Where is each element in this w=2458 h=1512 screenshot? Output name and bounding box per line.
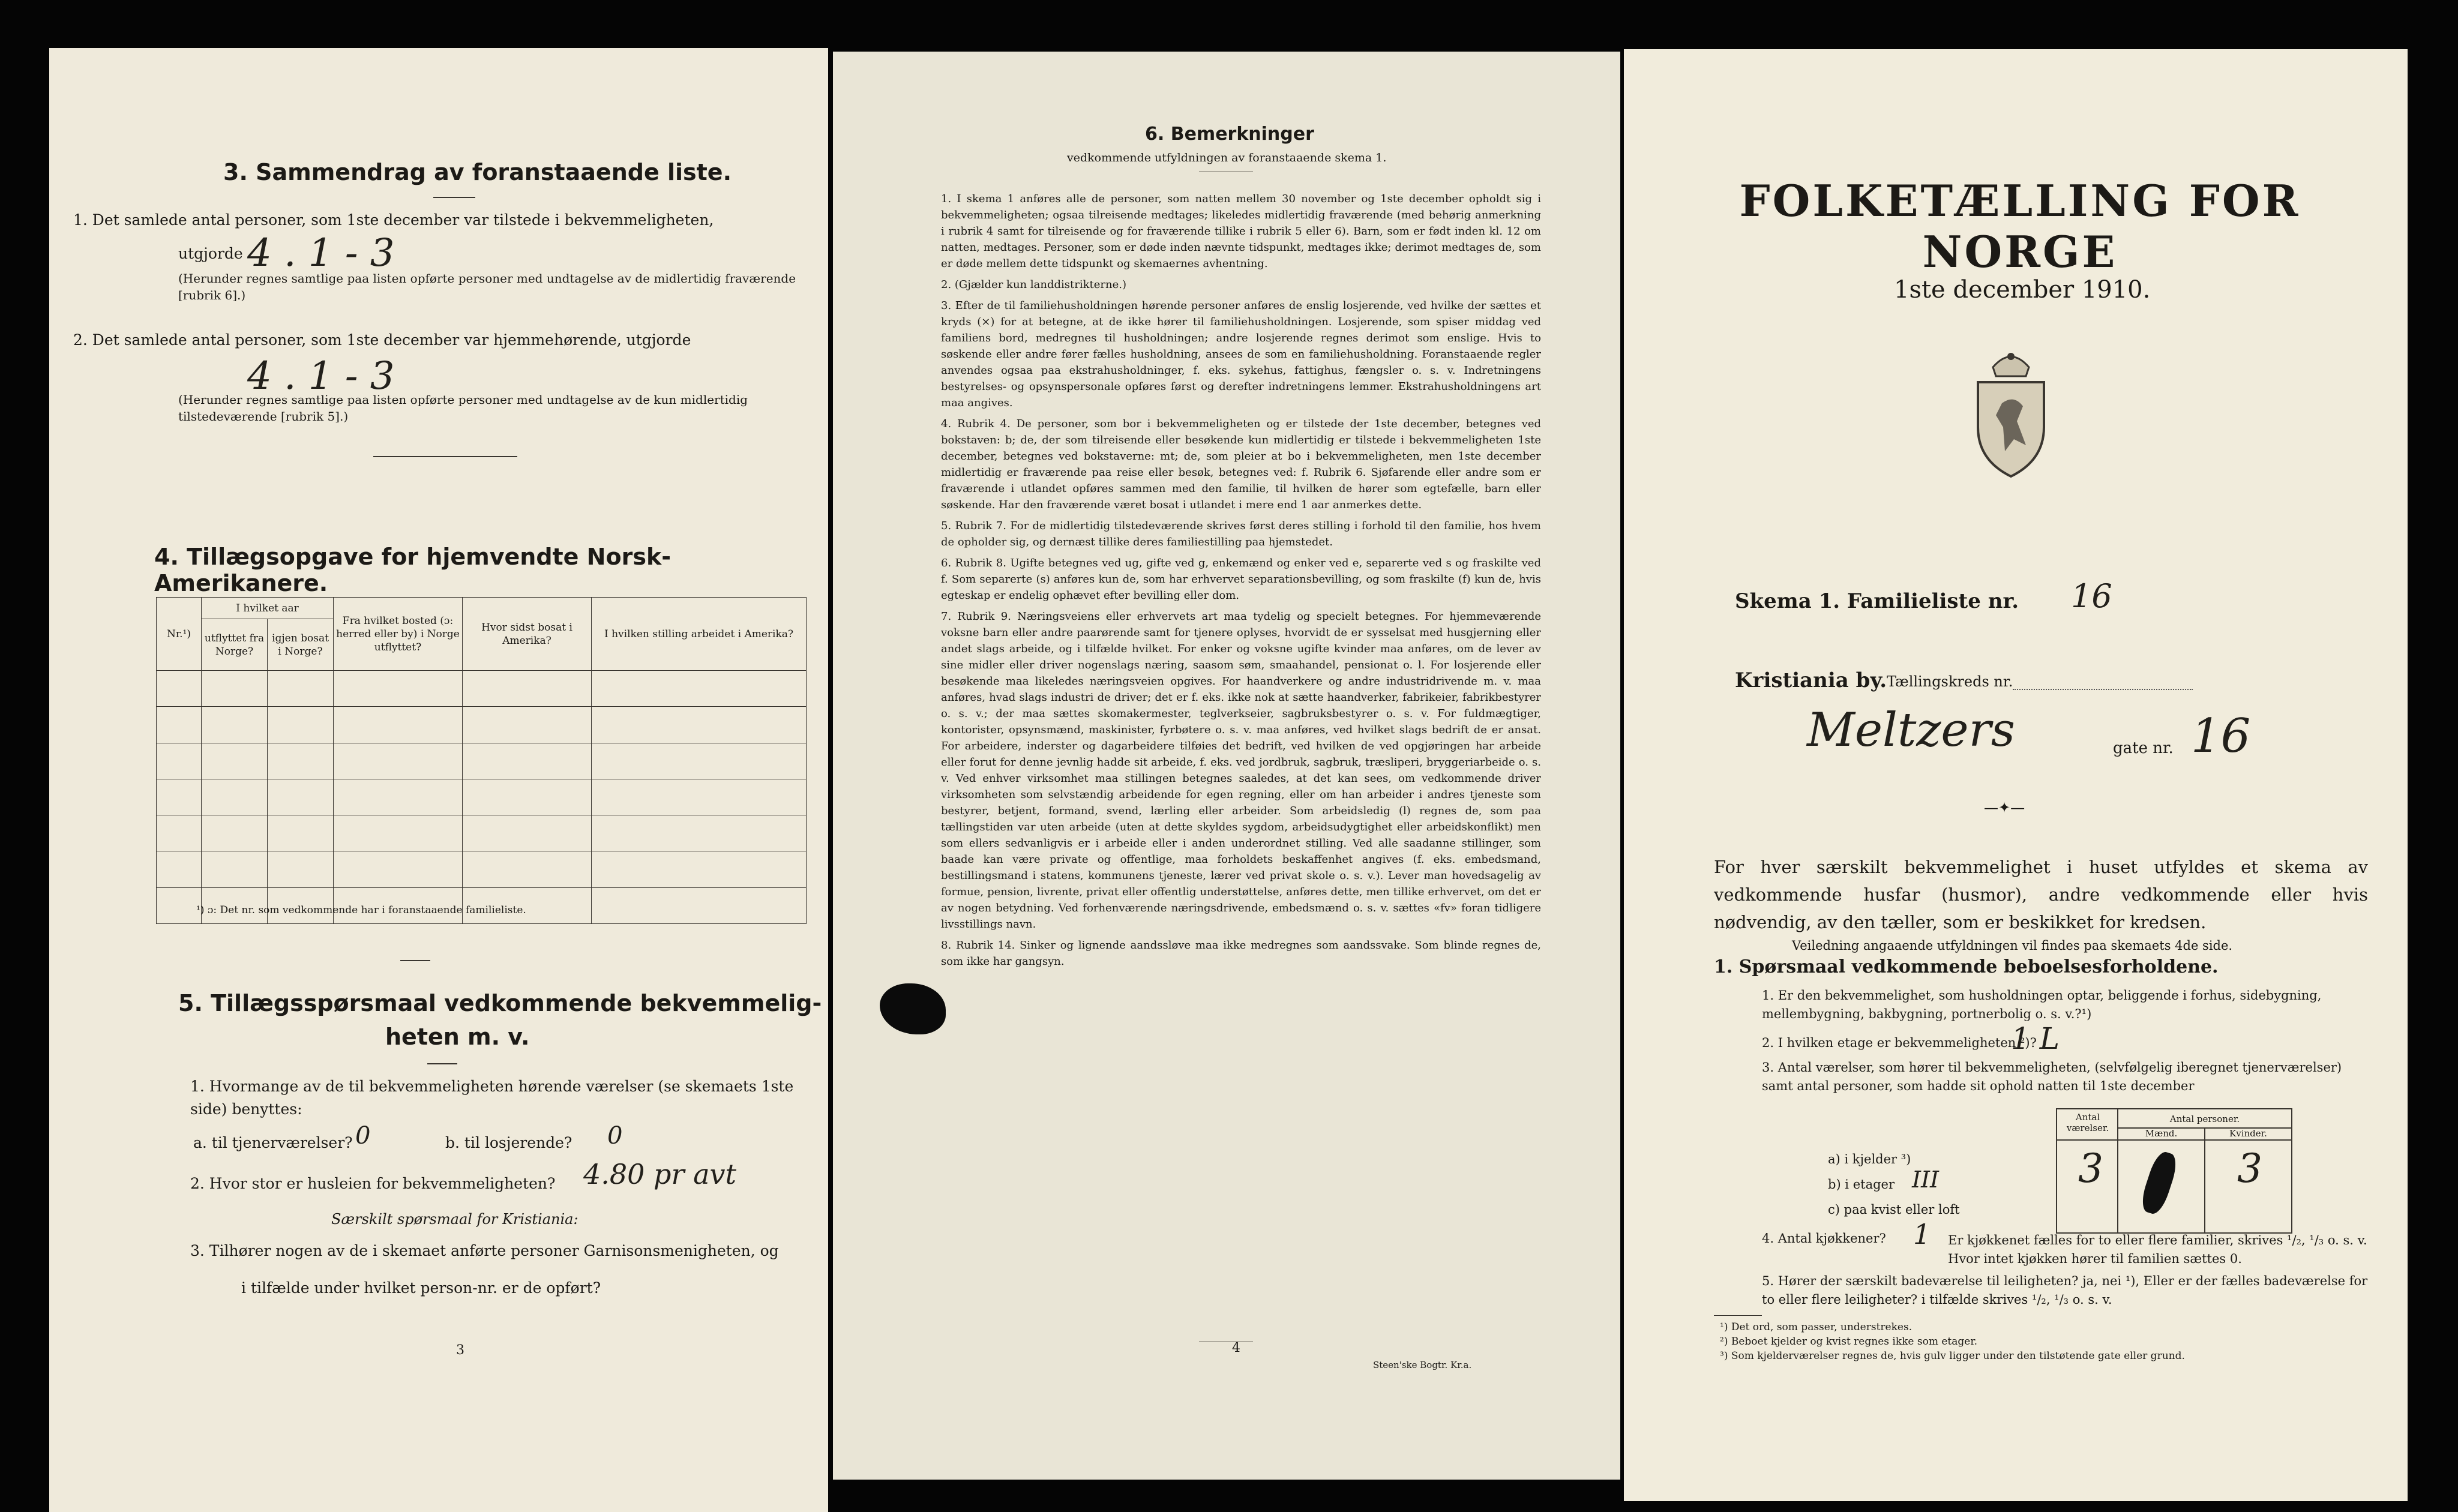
s5-kristiania-subtitle: Særskilt spørsmaal for Kristiania:	[331, 1211, 578, 1228]
section5-title-2: heten m. v.	[385, 1024, 530, 1050]
s3-question-2: 2. Det samlede antal personer, som 1ste december var hjemmehørende, utgjorde	[73, 331, 691, 349]
s3-question-1: 1. Det samlede antal personer, som 1ste december var tilstede i bekvemmeligheten,	[73, 211, 714, 229]
s3-q1-value: 4 . 1 - 3	[247, 231, 395, 275]
divider	[400, 960, 430, 961]
section3-title: 3. Sammendrag av foranstaaende liste.	[223, 159, 732, 185]
table-row	[157, 707, 807, 743]
ink-blot	[880, 983, 946, 1034]
note-8: 8. Rubrik 14. Sinker og lignende aandssløve maa ikke medregnes som aandssvake. Som blinde regnes de, som ikke har gangsyn.	[941, 939, 1541, 968]
s5-q1a: a. til tjenerværelser?	[193, 1134, 353, 1151]
s3-q2-value: 4 . 1 - 3	[247, 354, 395, 398]
note-1: 1. I skema 1 anføres alle de personer, som natten mellem 30 november og 1ste december opholdt sig i bekvemmeligheten; ogsaa tilreisende medtages; likeledes midlertidig fraværende (med behørig anmerkning i rubrik 4 samt for tilreisende og for fraværende tillike i rubrik 5 eller 6). Barn, som er født inden kl. 12 om natten, medtages. Personer, som er døde inden nævnte tidspunkt, medtages ikke; derimot medtages de, som er døde mellem dette tidspunkt og skemaernes avhentning.	[941, 193, 1541, 270]
row-kjelder: a) i kjelder ³)	[1828, 1152, 1911, 1166]
s3-q1-prefix: utgjorde	[178, 245, 243, 262]
page-middle	[833, 52, 1620, 1480]
col-bosted: Fra hvilket bosted (ɔ: herred eller by) i Norge utflyttet?	[334, 598, 463, 671]
col-personer: Antal personer.	[2169, 1114, 2240, 1124]
col-vaerelser: Antal værelser.	[2066, 1112, 2109, 1133]
footnote-3: ³) Som kjelderværelser regnes de, hvis gulv ligger under den tilstøtende gate eller grund.	[1720, 1350, 2185, 1362]
value-kvinder: 3	[2237, 1145, 2262, 1192]
col-utflyttet: utflyttet fra Norge?	[202, 619, 268, 671]
s5-q1a-value: 0	[355, 1122, 371, 1150]
row-kvist: c) paa kvist eller loft	[1828, 1202, 1960, 1217]
s5-question-2: 2. Hvor stor er husleien for bekvemmeligheten?	[190, 1175, 556, 1192]
street-name: Meltzers	[1807, 703, 2015, 757]
col-group-aar: I hvilket aar	[202, 598, 334, 619]
s5-q1b-value: 0	[607, 1122, 623, 1150]
rooms-table	[2056, 1108, 2292, 1234]
col-maend: Mænd.	[2145, 1128, 2178, 1139]
note-2: 2. (Gjælder kun landdistrikterne.)	[941, 278, 1126, 291]
note-5: 5. Rubrik 7. For de midlertidig tilstedeværende skrives først deres stilling i forhold til den familie, hos hvem de opholder sig, og dernæst tillike deres familiestilling paa hjemstedet.	[941, 520, 1541, 548]
s5-question-3b: i tilfælde under hvilket person-nr. er de opført?	[241, 1279, 601, 1297]
col-stilling: I hvilken stilling arbeidet i Amerika?	[592, 598, 807, 671]
table-divider	[2057, 1139, 2291, 1141]
intro-note: Veiledning angaaende utfyldningen vil findes paa skemaets 4de side.	[1792, 938, 2233, 953]
skema-number: 16	[2071, 577, 2112, 615]
s4-footnote: ¹) ɔ: Det nr. som vedkommende har i foranstaaende familieliste.	[196, 904, 526, 916]
s5-question-3: 3. Tilhører nogen av de i skemaet anførte personer Garnisonsmenigheten, og	[190, 1242, 779, 1259]
s5-q1b: b. til losjerende?	[445, 1134, 572, 1151]
question-2: 2. I hvilken etage er bekvemmeligheten ²)?	[1762, 1036, 2037, 1050]
row-etager-value: III	[1912, 1166, 1940, 1193]
page-number: 3	[456, 1343, 464, 1358]
table-row	[157, 815, 807, 851]
value-maend-mark	[2138, 1149, 2180, 1216]
kreds-field	[2013, 689, 2193, 690]
note-4: 4. Rubrik 4. De personer, som bor i bekvemmeligheten og er tilstede der 1ste december, betegnes ved bokstaven: b; de, der som tilreisende eller besøkende kun midlertidig er tilstede i bekvemmeligheten 1ste december, betegnes ved bokstaverne: mt; de, som pleier at bo i bekvemmeligheten, men 1ste december midlertidig er fraværende paa reise eller besøk, betegnes ved: f. Rubrik 6. Sjøfarende eller andre som er fraværende i utlandet opføres sammen med den familie, til hvilken de hører som egtefælle, barn eller søskende. Har den fraværende været bosat i utlandet i mere end 1 aar anmerkes dette.	[941, 418, 1541, 511]
coat-of-arms-icon	[1960, 343, 2062, 481]
value-vaerelser: 3	[2078, 1145, 2103, 1192]
question-4: 4. Antal kjøkkener?	[1762, 1231, 1886, 1246]
questions-header: 1. Spørsmaal vedkommende beboelsesforholdene.	[1714, 956, 2219, 977]
question-3: 3. Antal værelser, som hører til bekvemmeligheten, (selvfølgelig iberegnet tjenerværelser) samt antal personer, som hadde sit ophold natten til 1ste december	[1762, 1060, 2342, 1093]
col-amerika: Hvor sidst bosat i Amerika?	[463, 598, 592, 671]
footnote-2: ²) Beboet kjelder og kvist regnes ikke som etager.	[1720, 1336, 1978, 1348]
question-2-value: 1 L	[2011, 1021, 2060, 1056]
footnote-1: ¹) Det ord, som passer, understrekes.	[1720, 1321, 1913, 1333]
row-etager: b) i etager	[1828, 1177, 1895, 1192]
col-kvinder: Kvinder.	[2229, 1128, 2267, 1139]
page-right	[1624, 49, 2408, 1501]
skema-label: Skema 1. Familieliste nr.	[1735, 589, 2019, 613]
s5-q2-value: 4.80 pr avt	[583, 1158, 736, 1190]
section5-title-1: 5. Tillægsspørsmaal vedkommende bekvemmelig-	[178, 990, 822, 1016]
divider	[1714, 1315, 1762, 1316]
s3-q2-note: (Herunder regnes samtlige paa listen opførte personer med undtagelse av de kun midlertidig tilstedeværende [rubrik 5].)	[178, 392, 748, 424]
bemerkninger-title: 6. Bemerkninger	[1145, 124, 1314, 145]
table-row	[157, 851, 807, 887]
s3-q1-note: (Herunder regnes samtlige paa listen opførte personer med undtagelse av de midlertidig fraværende [rubrik 6].)	[178, 271, 796, 302]
s5-question-1: 1. Hvormange av de til bekvemmeligheten hørende værelser (se skemaets 1ste side) benyttes:	[190, 1078, 794, 1118]
notes-list	[941, 191, 1541, 970]
note-7: 7. Rubrik 9. Næringsveiens eller erhvervets art maa tydelig og specielt betegnes. For hjemmeværende voksne barn eller andre paarørende samt for tjenere oplyses, hvorvidt de er sysselsat med husgjerning eller andet slags arbeide, og i tilfælde hvilket. For enker og voksne ugifte kvinder maa anføres, om de lever av sine midler eller driver nogenslags næring, saasom søm, smaahandel, pensionat o. l. For losjerende eller besøkende maa likeledes næringsveien opgives. For haandverkere og andre industridrivende m. v. maa anføres, hvad slags industri de driver; det er f. eks. ikke nok at sætte haandverker, fabrikeier, fabrikbestyrer o. s. v.; der maa sættes skomakermester, teglverkseier, sagbruksbestyrer o. s. v. For fuldmægtiger, kontorister, opsynsmænd, maskinister, fyrbøtere o. s. v. maa anføres, ved hvilket slags bedrift de er ansat. For arbeidere, inderster og dagarbeidere tilføies det bedrift, ved hvilken de ved opgjøringen har arbeide eller forut for denne jevnlig hadde sit arbeide, f. eks. ved jordbruk, sagbruk, træsliperi, bryggeriarbeide o. s. v. Ved enhver virksomhet maa stillingen betegnes saaledes, at det kan sees, om vedkommende driver virksomheten som selvstændig arbeidende for egen regning, eller om han arbeider i andres tjeneste som bestyrer, betjent, formand, svend, lærling eller arbeider. Som arbeidsledig (l) regnes de, som paa tællingstiden var uten arbeide (uten at dette skyldes sygdom, arbeidsudygtighet eller arbeidskonflikt) men som ellers sedvanligvis er i arbeide eller i anden underordnet stilling. Ved alle saadanne stillinger, som baade kan være private og offentlige, maa forholdets beskaffenhet angives (f. eks. embedsmand, bestillingsmand i statens, kommunens tjeneste, lærer ved privat skole o. s. v.). Lever man hovedsagelig av formue, pension, livrente, privat eller offentlig understøttelse, anføres dette, men tillike erhvervet, om det er av nogen betydning. Ved forhenværende næringsdrivende, embedsmænd o. s. v. sættes «fv» foran tidligere livsstillings navn.	[941, 610, 1541, 931]
gate-label: gate nr.	[2113, 739, 2174, 757]
col-igjen: igjen bosat i Norge?	[268, 619, 334, 671]
note-3: 3. Efter de til familiehusholdningen hørende personer anføres de enslig losjerende, ved hvilke der sættes et kryds (×) for at betegne, at de ikke hører til familiehusholdningen. Losjerende, som spiser middag ved familiens bord, medregnes til husholdningen; andre losjerende regnes derimot som enslige. Hvis to søskende eller andre fører fælles husholdning, ansees de som en familiehusholdning. Foranstaaende regler anvendes ogsaa paa ekstrahusholdninger, f. eks. sykehus, fattighus, fængsler o. s. v. Indretningens bestyrelses- og opsynspersonale opføres først og derefter indretningens lemmer. Ekstrahusholdningens art maa angives.	[941, 299, 1541, 409]
note-6: 6. Rubrik 8. Ugifte betegnes ved ug, gifte ved g, enkemænd og enker ved e, separerte ved s og fraskilte ved f. Som separerte (s) anføres kun de, som har erhvervet separationsbevilling, og som fraskilte (f) kun de, hvis egteskap er endelig ophævet efter bevilling eller dom.	[941, 557, 1541, 602]
gate-number: 16	[2191, 709, 2251, 763]
question-1: 1. Er den bekvemmelighet, som husholdningen optar, beliggende i forhus, sidebygning, mellembygning, bakbygning, portnerbolig o. s. v.?¹)	[1762, 988, 2322, 1021]
table-row	[157, 743, 807, 779]
question-4-rest: Er kjøkkenet fælles for to eller flere familier, skrives ¹/₂, ¹/₃ o. s. v. Hvor intet kjøkken hører til familien sættes 0.	[1948, 1233, 2367, 1266]
ornament: —✦—	[1984, 799, 2025, 816]
divider	[427, 1063, 457, 1064]
norsk-amerikanere-table	[156, 597, 807, 924]
section4-title: 4. Tillægsopgave for hjemvendte Norsk-Amerikanere.	[154, 544, 671, 596]
city-label: Kristiania by.	[1735, 668, 1887, 692]
question-4-value: 1	[1913, 1218, 1931, 1250]
table-row	[157, 671, 807, 707]
table-row	[157, 779, 807, 815]
table-divider	[2204, 1127, 2205, 1232]
kreds-label: Tællingskreds nr.	[1887, 673, 2013, 690]
page-number: 4	[1232, 1340, 1240, 1355]
divider	[433, 197, 475, 198]
census-date: 1ste december 1910.	[1894, 276, 2151, 304]
printer-mark: Steen'ske Bogtr. Kr.a.	[1373, 1360, 1472, 1370]
col-nr: Nr.¹)	[157, 598, 202, 671]
divider	[373, 456, 517, 457]
intro-text: For hver særskilt bekvemmelighet i huset utfyldes et skema av vedkommende husfar (husmor), andre vedkommende eller hvis nødvendig, av den tæller, som er beskikket for kredsen.	[1714, 857, 2368, 932]
bemerkninger-subtitle: vedkommende utfyldningen av foranstaaende skema 1.	[1067, 151, 1387, 164]
page-left	[49, 48, 828, 1512]
census-title: FOLKETÆLLING FOR NORGE	[1739, 175, 2301, 277]
question-5: 5. Hører der særskilt badeværelse til leiligheten? ja, nei ¹), Eller er der fælles badeværelse for to eller flere leiligheter? i tilfælde skrives ¹/₂, ¹/₃ o. s. v.	[1762, 1274, 2368, 1307]
